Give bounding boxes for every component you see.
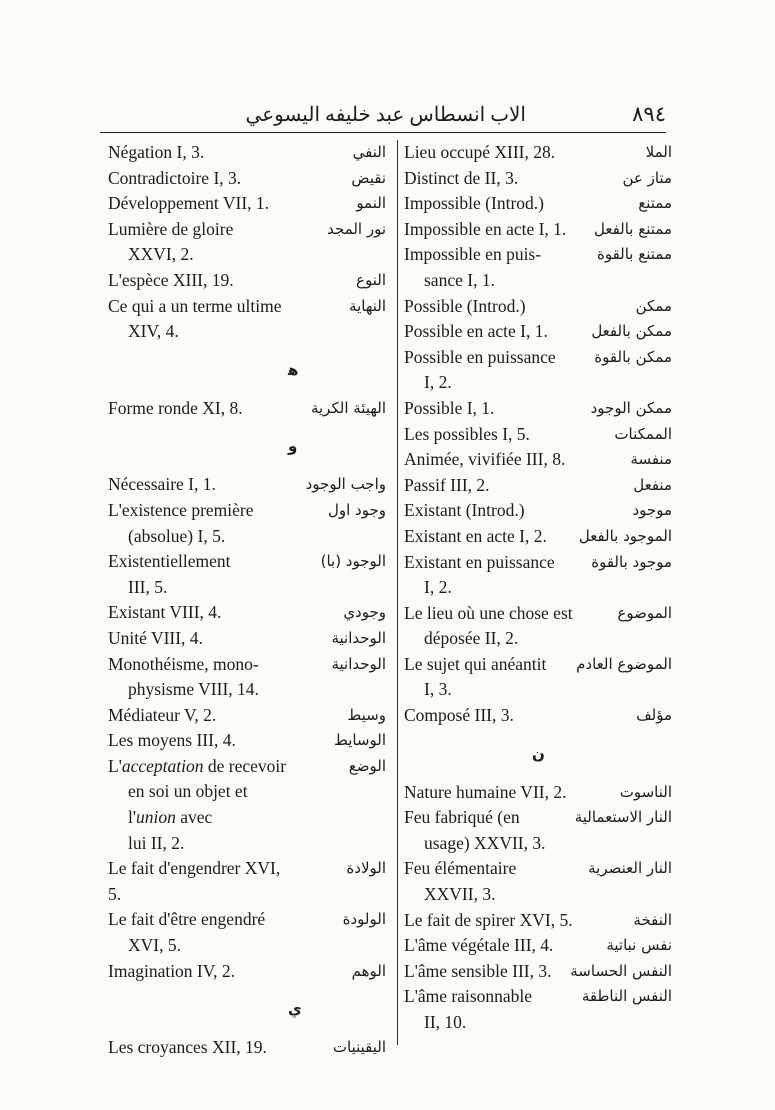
french-term-text: Imagination IV, 2. bbox=[108, 960, 236, 981]
glossary-entry bbox=[108, 754, 386, 856]
arabic-term: الوهم bbox=[351, 961, 386, 980]
french-term bbox=[404, 191, 672, 217]
glossary-entry bbox=[108, 549, 386, 600]
running-title: الاب انسطاس عبد خليفه اليسوعي bbox=[245, 104, 526, 126]
glossary-entry bbox=[404, 166, 672, 192]
french-term-continuation: III, 5. bbox=[128, 576, 168, 597]
french-term-text: Existentiellement bbox=[108, 551, 231, 572]
french-term-continuation: XXVII, 3. bbox=[424, 884, 496, 905]
arabic-term: الوسايط bbox=[333, 731, 386, 750]
french-term-text: L'existence première bbox=[108, 499, 254, 520]
glossary-entry bbox=[404, 908, 672, 934]
arabic-term: ممكن bbox=[635, 296, 672, 315]
page-header bbox=[100, 100, 666, 133]
arabic-term: الناسوت bbox=[619, 782, 672, 801]
right-column bbox=[404, 140, 672, 1036]
arabic-term: متاز عن bbox=[622, 168, 672, 187]
glossary-entry bbox=[108, 652, 386, 703]
arabic-term: وسيط bbox=[347, 705, 386, 724]
arabic-term: النهاية bbox=[349, 296, 386, 315]
french-term-continuation: physisme VIII, 14. bbox=[128, 679, 259, 700]
french-term-part: de recevoir bbox=[203, 755, 287, 776]
arabic-term: النار الاستعمالية bbox=[574, 808, 672, 827]
glossary-entry bbox=[404, 242, 672, 293]
french-term bbox=[108, 191, 386, 217]
glossary-entry bbox=[404, 191, 672, 217]
french-term bbox=[404, 908, 672, 934]
french-term-continuation: XIV, 4. bbox=[128, 321, 179, 342]
glossary-entry bbox=[404, 345, 672, 396]
french-term-text: Existant VIII, 4. bbox=[108, 602, 222, 623]
arabic-term: النفس الناطقة bbox=[581, 987, 672, 1006]
arabic-term: النار العنصرية bbox=[588, 859, 672, 878]
arabic-term: منفعل bbox=[633, 475, 672, 494]
french-term-text: Contradictoire I, 3. bbox=[108, 167, 242, 188]
arabic-term: ممتنع بالفعل bbox=[593, 219, 672, 238]
french-term-text: Lumière de gloire bbox=[108, 218, 234, 239]
french-term-text: Nature humaine VII, 2. bbox=[404, 781, 567, 802]
french-term-continuation: sance I, 1. bbox=[424, 269, 495, 290]
french-term-continuation: I, 2. bbox=[424, 577, 452, 598]
french-term-part: avec bbox=[175, 807, 213, 828]
arabic-term: وجودي bbox=[343, 603, 386, 622]
glossary-entry bbox=[404, 473, 672, 499]
french-term bbox=[108, 268, 386, 294]
french-term-continuation: XVI, 5. bbox=[128, 935, 181, 956]
french-term-text: Distinct de II, 3. bbox=[404, 167, 519, 188]
glossary-entry bbox=[108, 907, 386, 958]
section-letter: ي bbox=[288, 1000, 302, 1019]
french-term bbox=[108, 166, 386, 192]
french-term bbox=[404, 140, 672, 166]
glossary-entry bbox=[108, 140, 386, 166]
french-term-text: Animée, vivifiée III, 8. bbox=[404, 449, 566, 470]
french-term-continuation: usage) XXVII, 3. bbox=[424, 832, 546, 853]
arabic-term: موجود bbox=[632, 501, 672, 520]
arabic-term: الموجود بالفعل bbox=[578, 526, 672, 545]
french-term-text: Existant en acte I, 2. bbox=[404, 525, 547, 546]
glossary-entry bbox=[404, 217, 672, 243]
french-term-text: Impossible (Introd.) bbox=[404, 193, 544, 214]
glossary-entry bbox=[108, 472, 386, 498]
french-term-text: Développement VII, 1. bbox=[108, 193, 270, 214]
glossary-entry bbox=[404, 319, 672, 345]
left-column bbox=[108, 140, 386, 1061]
arabic-term: الموضوع العادم bbox=[576, 654, 672, 673]
glossary-entry bbox=[404, 959, 672, 985]
french-term-text: Possible en acte I, 1. bbox=[404, 321, 548, 342]
french-term-continuation: déposée II, 2. bbox=[424, 628, 519, 649]
arabic-term: الولادة bbox=[346, 859, 386, 878]
french-term-text: L'âme raisonnable bbox=[404, 986, 533, 1007]
french-term-text: Le fait d'engendrer XVI, 5. bbox=[108, 858, 281, 904]
arabic-term: النمو bbox=[356, 194, 386, 213]
glossary-entry bbox=[108, 217, 386, 268]
french-term-part: union bbox=[136, 807, 176, 828]
french-term-text: Composé III, 3. bbox=[404, 705, 514, 726]
glossary-entry bbox=[404, 984, 672, 1035]
arabic-term: الموضوع bbox=[617, 603, 672, 622]
arabic-term: ممكن بالقوة bbox=[594, 347, 672, 366]
glossary-entry bbox=[108, 728, 386, 754]
arabic-term: الولودة bbox=[342, 910, 386, 929]
arabic-term: ممكن الوجود bbox=[590, 398, 672, 417]
glossary-entry bbox=[404, 422, 672, 448]
arabic-term: موجود بالقوة bbox=[591, 552, 672, 571]
glossary-entry bbox=[404, 933, 672, 959]
section-letter: ﻫ bbox=[288, 360, 299, 379]
arabic-term: نقيض bbox=[351, 168, 386, 187]
section-letter: و bbox=[288, 437, 298, 456]
arabic-term: مؤلف bbox=[636, 706, 672, 725]
arabic-term: النفخة bbox=[633, 910, 672, 929]
column-divider bbox=[397, 140, 398, 1045]
page-number: ٨٩٤ bbox=[632, 102, 666, 126]
french-term-part: acceptation bbox=[121, 755, 204, 776]
glossary-entry bbox=[404, 498, 672, 524]
french-term bbox=[404, 294, 672, 320]
french-term-continuation bbox=[108, 779, 296, 830]
glossary-entry bbox=[108, 1035, 386, 1061]
french-term-text: Possible en puissance bbox=[404, 346, 556, 367]
french-term bbox=[404, 473, 672, 499]
french-term-continuation: I, 3. bbox=[424, 679, 452, 700]
arabic-term: الملا bbox=[645, 143, 672, 161]
french-term-text: L'espèce XIII, 19. bbox=[108, 269, 234, 290]
french-term-text: Les croyances XII, 19. bbox=[108, 1037, 267, 1058]
french-term-text: Médiateur V, 2. bbox=[108, 704, 217, 725]
french-term-text: Le fait de spirer XVI, 5. bbox=[404, 909, 573, 930]
arabic-term: نور المجد bbox=[327, 219, 386, 238]
french-term-text: Nécessaire I, 1. bbox=[108, 474, 216, 495]
french-term bbox=[108, 294, 386, 345]
french-term-continuation: XXVI, 2. bbox=[128, 244, 194, 265]
french-term bbox=[108, 140, 386, 166]
glossary-entry bbox=[404, 524, 672, 550]
glossary-entry bbox=[404, 652, 672, 703]
french-term-continuation: II, 10. bbox=[424, 1012, 467, 1032]
french-term bbox=[108, 959, 386, 985]
arabic-term: الوحدانية bbox=[331, 628, 386, 647]
french-term-continuation: lui II, 2. bbox=[128, 832, 185, 853]
french-term-text: Les possibles I, 5. bbox=[404, 423, 530, 444]
arabic-term: الهيئة الكرية bbox=[310, 398, 386, 417]
glossary-entry bbox=[404, 447, 672, 473]
glossary-entry bbox=[108, 268, 386, 294]
french-term-text: Feu fabriqué (en bbox=[404, 807, 520, 828]
french-term-text: Le lieu où une chose est bbox=[404, 602, 573, 623]
french-term-text: Impossible en acte I, 1. bbox=[404, 218, 567, 239]
arabic-term: النفس الحساسة bbox=[570, 961, 672, 980]
french-term-part: en soi un objet et l' bbox=[128, 781, 248, 828]
french-term-text: Possible (Introd.) bbox=[404, 295, 526, 316]
french-term-text: Existant (Introd.) bbox=[404, 500, 525, 521]
glossary-entry bbox=[108, 396, 386, 422]
glossary-entry bbox=[404, 856, 672, 907]
glossary-entry bbox=[404, 703, 672, 729]
french-term bbox=[404, 703, 672, 729]
glossary-entry bbox=[404, 805, 672, 856]
arabic-term: الممكنات bbox=[614, 424, 672, 443]
section-letter: ن bbox=[532, 744, 545, 763]
arabic-term: الوحدانية bbox=[331, 654, 386, 673]
arabic-term: النوع bbox=[356, 270, 386, 289]
french-term-text: L'âme sensible III, 3. bbox=[404, 960, 552, 981]
french-term-continuation: (absolue) I, 5. bbox=[128, 525, 226, 546]
french-term-text: Impossible en puis- bbox=[404, 244, 542, 265]
glossary-entry bbox=[108, 959, 386, 985]
arabic-term: ممكن بالفعل bbox=[591, 322, 672, 341]
french-term-text: Existant en puissance bbox=[404, 551, 555, 572]
french-term-text: Négation I, 3. bbox=[108, 142, 205, 162]
french-term-text: Lieu occupé XIII, 28. bbox=[404, 142, 556, 162]
french-term bbox=[108, 703, 386, 729]
french-term bbox=[108, 856, 386, 907]
glossary-entry bbox=[108, 191, 386, 217]
glossary-entry bbox=[108, 856, 386, 907]
glossary-entry bbox=[404, 601, 672, 652]
arabic-term: ممتنع bbox=[638, 194, 672, 213]
glossary-entry bbox=[108, 703, 386, 729]
french-term-text: L'âme végétale III, 4. bbox=[404, 935, 554, 956]
arabic-term: منفسة bbox=[630, 450, 672, 469]
french-term bbox=[108, 754, 386, 856]
glossary-entry bbox=[108, 498, 386, 549]
glossary-entry bbox=[108, 294, 386, 345]
arabic-term: النفي bbox=[352, 143, 386, 161]
glossary-entry bbox=[404, 140, 672, 166]
arabic-term: اليقينيات bbox=[332, 1038, 386, 1057]
arabic-term: الوجود (با) bbox=[320, 552, 386, 571]
glossary-entry bbox=[404, 294, 672, 320]
french-term-text: Possible I, 1. bbox=[404, 397, 495, 418]
french-term-text: Unité VIII, 4. bbox=[108, 627, 203, 648]
french-term-text: Les moyens III, 4. bbox=[108, 730, 236, 751]
french-term-text: Feu élémentaire bbox=[404, 858, 517, 879]
glossary-entry bbox=[108, 166, 386, 192]
arabic-term: واجب الوجود bbox=[305, 475, 386, 494]
french-term-continuation: I, 2. bbox=[424, 372, 452, 393]
arabic-term: الوضع bbox=[348, 756, 386, 775]
arabic-term: ممتنع بالقوة bbox=[596, 245, 672, 264]
glossary-entry bbox=[108, 626, 386, 652]
french-term-text: Le sujet qui anéantit bbox=[404, 653, 547, 674]
french-term-text: Ce qui a un terme ultime bbox=[108, 295, 282, 316]
french-term-text: Passif III, 2. bbox=[404, 474, 490, 495]
glossary-entry bbox=[404, 550, 672, 601]
arabic-term: وجود اول bbox=[327, 500, 386, 519]
glossary-entry bbox=[108, 600, 386, 626]
french-term-text: Le fait d'être engendré bbox=[108, 909, 266, 930]
french-term-text: Monothéisme, mono- bbox=[108, 653, 259, 674]
arabic-term: نفس نباتية bbox=[606, 936, 672, 955]
french-term-part: L' bbox=[108, 755, 122, 776]
glossary-entry bbox=[404, 780, 672, 806]
glossary-entry bbox=[404, 396, 672, 422]
french-term-text: Forme ronde XI, 8. bbox=[108, 397, 243, 418]
